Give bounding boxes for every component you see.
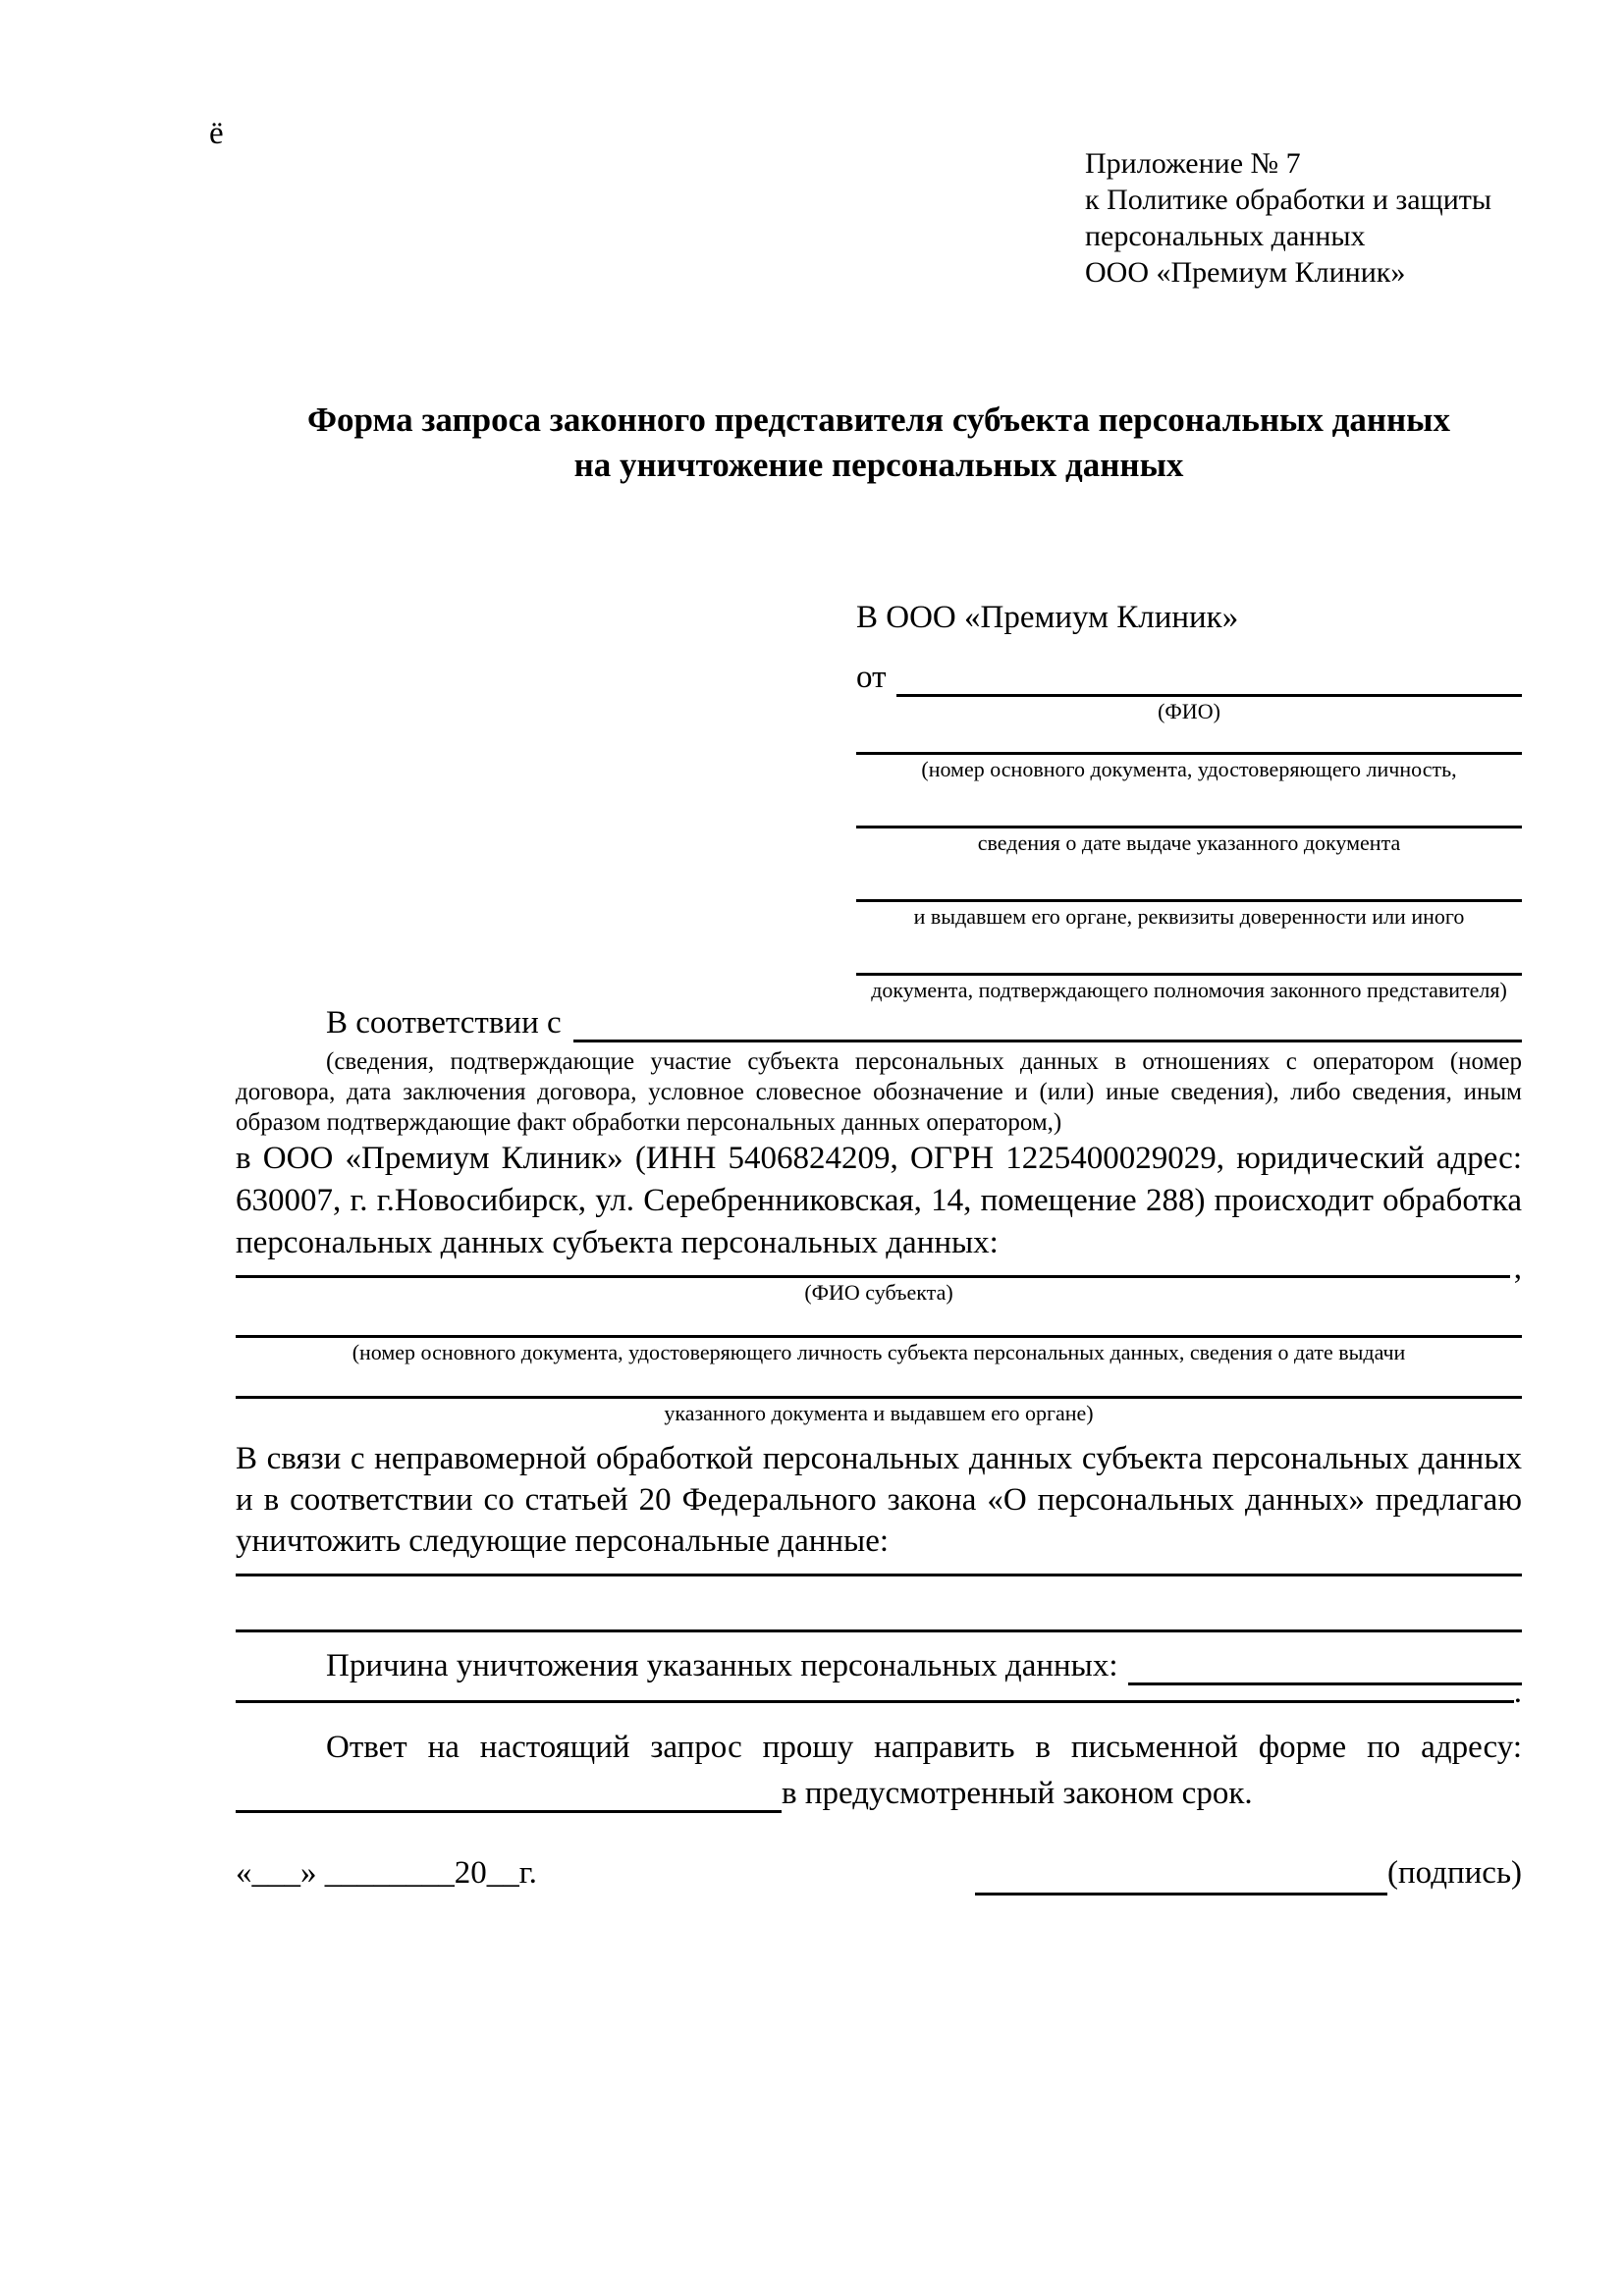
signature-group — [975, 1850, 1522, 1896]
representative-fio-blank[interactable] — [896, 637, 1523, 697]
appendix-line-1: Приложение № 7 — [1085, 147, 1301, 180]
accordance-caption: (сведения, подтверждающие участие субъекта персональных данных в отношениях с оператором (номер договора, дата заключения договора, условное словесное обозначение и (или) иные сведения), либо сведения, иным образом подтверждающие факт обработки персональных данных оператором,) — [236, 1048, 1522, 1136]
reason-blank-2[interactable] — [236, 1682, 1514, 1703]
appendix-line-4: ООО «Премиум Клиник» — [1085, 256, 1406, 289]
subject-doc-blank-1[interactable] — [236, 1335, 1522, 1338]
document-title-line-1: Форма запроса законного представителя субъекта персональных данных — [307, 400, 1450, 439]
stray-char: ё — [209, 116, 224, 151]
from-label: от — [856, 660, 887, 695]
date-blank[interactable]: «___» ________20__г. — [236, 1855, 537, 1891]
addressee-block — [856, 597, 1522, 1003]
data-to-destroy-blank-2[interactable] — [236, 1629, 1522, 1632]
signature-caption: (подпись) — [1387, 1855, 1522, 1891]
from-row — [856, 640, 1522, 697]
accordance-blank[interactable] — [573, 1000, 1522, 1042]
representative-doc-blank-3[interactable] — [856, 899, 1522, 902]
subject-doc-caption-2: указанного документа и выдавшем его органе) — [664, 1401, 1094, 1425]
document-title — [236, 398, 1522, 488]
reply-address-row — [236, 1772, 1522, 1813]
fio-caption: (ФИО) — [1158, 699, 1220, 723]
body-text — [236, 1003, 1522, 1813]
document-title-line-2: на уничтожение персональных данных — [573, 446, 1184, 484]
reason-blank[interactable] — [1128, 1643, 1522, 1685]
representative-doc-blank-4[interactable] — [856, 973, 1522, 976]
reason-label: Причина уничтожения указанных персональных данных: — [326, 1648, 1118, 1683]
reply-paragraph: Ответ на настоящий запрос прошу направить в письменной форме по адресу: — [326, 1730, 1522, 1765]
subject-fio-blank[interactable] — [236, 1261, 1510, 1278]
representative-doc-caption-4: документа, подтверждающего полномочия законного представителя) — [871, 978, 1507, 1002]
representative-doc-caption-1: (номер основного документа, удостоверяющего личность, — [921, 757, 1457, 781]
addressee-to-line: В ООО «Премиум Клиник» — [856, 600, 1239, 635]
reason-continued-row — [236, 1675, 1522, 1710]
operator-paragraph: в ООО «Премиум Клиник» (ИНН 5406824209, ОГРН 1225400029029, юридический адрес: 630007, г. г.Новосибирск, ул. Серебренниковская, 14, помещение 288) происходит обработка персональных данных субъекта персональных данных: — [236, 1141, 1522, 1260]
data-to-destroy-blank-1[interactable] — [236, 1574, 1522, 1576]
reply-address-blank[interactable] — [236, 1769, 782, 1813]
representative-doc-caption-2: сведения о дате выдаче указанного документа — [977, 830, 1401, 855]
subject-doc-caption-1: (номер основного документа, удостоверяющего личность субъекта персональных данных, сведения о дате выдачи — [352, 1340, 1406, 1364]
subject-fio-caption: (ФИО субъекта) — [804, 1280, 953, 1305]
representative-doc-blank-2[interactable] — [856, 826, 1522, 828]
representative-doc-blank-1[interactable] — [856, 752, 1522, 755]
footer-row — [236, 1850, 1522, 1896]
signature-blank[interactable] — [975, 1853, 1387, 1896]
appendix-line-3: персональных данных — [1085, 220, 1366, 252]
accordance-label: В соответствии с — [326, 1005, 562, 1041]
reason-period: . — [1513, 1675, 1522, 1710]
destruction-paragraph: В связи с неправомерной обработкой персональных данных субъекта персональных данных и в соответствии со статьей 20 Федерального закона «О персональных данных» предлагаю уничтожить следующие персональные данные: — [236, 1441, 1522, 1559]
accordance-row — [236, 1003, 1522, 1042]
reason-row — [236, 1646, 1522, 1685]
appendix-line-2: к Политике обработки и защиты — [1085, 184, 1492, 216]
subject-doc-blank-2[interactable] — [236, 1396, 1522, 1399]
appendix-block — [1085, 145, 1491, 291]
reply-suffix: в предусмотренный законом срок. — [782, 1776, 1253, 1811]
subject-fio-row — [236, 1251, 1522, 1286]
subject-fio-comma: , — [1513, 1251, 1522, 1286]
representative-doc-caption-3: и выдавшем его органе, реквизиты доверенности или иного — [913, 904, 1465, 929]
